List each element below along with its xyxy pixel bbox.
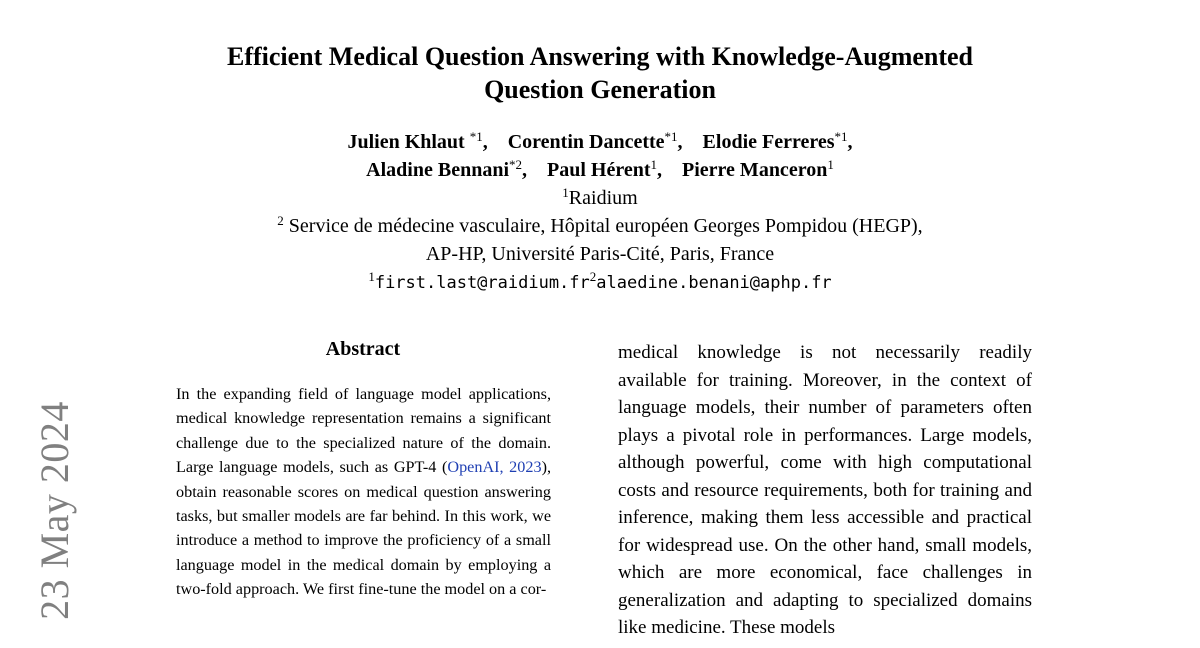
author-sup: *1 bbox=[664, 129, 678, 144]
paper-title bbox=[150, 40, 1050, 106]
affiliation-1: $^1$Raidium bbox=[562, 185, 638, 209]
author-sup: *1 bbox=[834, 129, 848, 144]
author-sup: 1 bbox=[650, 157, 658, 172]
author-sup: *2 bbox=[509, 157, 522, 172]
right-column-text: medical knowledge is not necessarily readily available for training. Moreover, in the context of language models, their number of parameters often plays a pivotal role in performances. Large models, although powerful, come with high computational costs and resource requirements, both for training and inference, making them less accessible and practical for widespread use. On the other hand, small models, which are more economical, face challenges in generalization and adapting to specialized domains like medicine. These models bbox=[618, 342, 1032, 638]
title-line-1: Efficient Medical Question Answering with Knowledge-Augmented bbox=[226, 42, 974, 71]
abstract-body: In the expanding field of language model applications, medical knowledge representation remains a significant challenge due to the specialized nature of the domain. Large language models, such as GPT-4 (OpenAI, 2023), obtain reasonable scores on medical question answering tasks, but smaller models are far behind. In this work, we introduce a method to improve the proficiency of a small language model in the medical domain by employing a two-fold approach. We first fine-tune the model on a cor- bbox=[176, 385, 551, 599]
citation-link[interactable]: OpenAI, 2023 bbox=[447, 458, 542, 477]
author-name: Elodie Ferreres bbox=[702, 131, 835, 153]
author-sup: *1 bbox=[469, 129, 483, 144]
author-name: Paul Hérent bbox=[547, 159, 651, 181]
author-block bbox=[150, 128, 1050, 297]
author-name: Julien Khlaut bbox=[347, 131, 465, 153]
author-row-1: Julien Khlaut $^{*1}$, Corentin Dancette$^{*1}$, Elodie Ferreres$^{*1}$, bbox=[347, 129, 853, 153]
author-row-2: Aladine Bennani$^{*2}$, Paul Hérent$^1$, Pierre Manceron$^1$ bbox=[366, 157, 834, 181]
affiliation-2-line-2: AP-HP, Université Paris-Cité, Paris, France bbox=[425, 243, 775, 265]
author-name: Pierre Manceron bbox=[682, 159, 828, 181]
author-name: Corentin Dancette bbox=[507, 131, 665, 153]
email-2: alaedine.benani@aphp.fr bbox=[596, 273, 832, 293]
affiliation-2-line-1: $^2$ Service de médecine vasculaire, Hôpital européen Georges Pompidou (HEGP), bbox=[277, 213, 923, 237]
author-sup: 1 bbox=[827, 157, 834, 172]
title-line-2: Question Generation bbox=[484, 75, 716, 104]
side-date-text: 23 May 2024 bbox=[31, 400, 77, 620]
email-line: $^1first.last@raidium.fr^2alaedine.benani@aphp.fr$ bbox=[368, 269, 832, 293]
email-1: first.last@raidium.fr bbox=[374, 273, 590, 293]
arxiv-date-stamp bbox=[30, 395, 78, 625]
author-name: Aladine Bennani bbox=[366, 159, 509, 181]
abstract-heading: Abstract bbox=[325, 338, 401, 360]
